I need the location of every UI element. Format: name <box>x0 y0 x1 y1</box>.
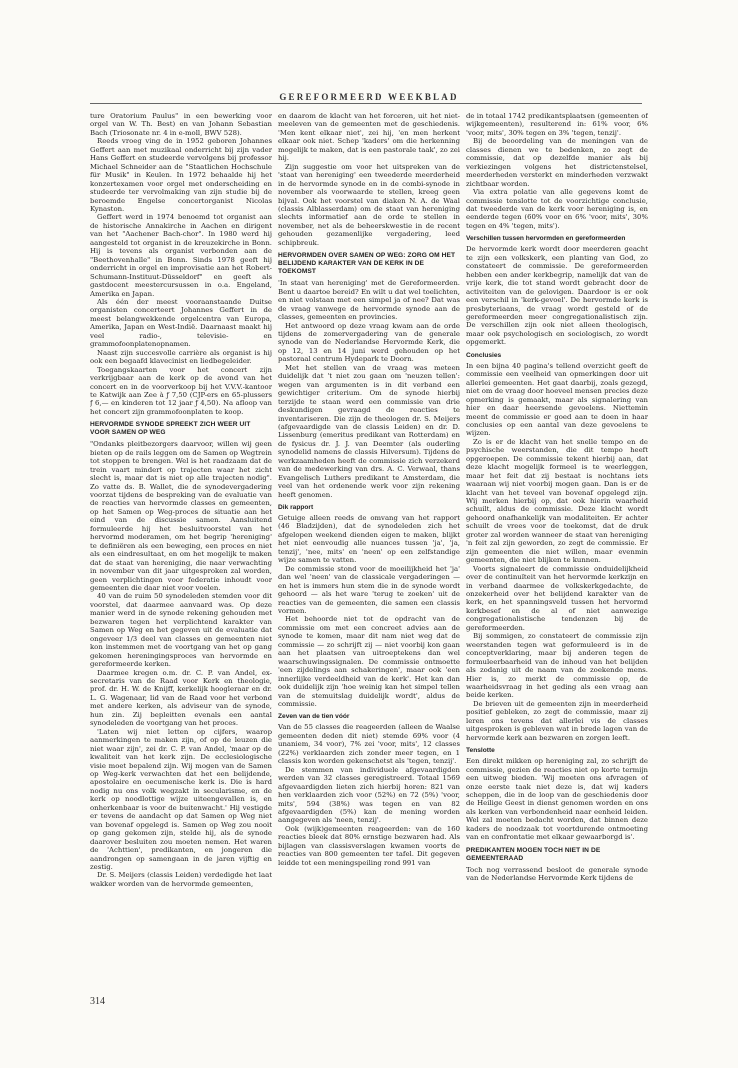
article-paragraph: 'In staat van hereniging' met de Gereformeerden. Bent u daartoe bereid? En wilt u dat wel toelichten, en niet volstaan met een simpel ja of nee? Dat was de vraag vanwege de hervormde synode aan de classes, gemeenten en provincies. <box>278 279 460 322</box>
article-paragraph: Ook (wijk)gemeenten reageerden: van de 160 reacties bleek dat 80% ernstige bezwaren had. Als bijlagen van classisverslagen kwamen voorts de reacties van 800 gemeenten ter tafel. Dit gegeven leidde tot een meningspeiling rond 991 van <box>278 824 460 867</box>
article-paragraph: Het behoorde niet tot de opdracht van de commissie om met een concreet advies aan de synode te komen, maar dit nam niet weg dat de commissie — zo schrijft zij — niet voorbij kon gaan aan het plaatsen van uitroeptekens dan wel waarschuwingssignalen. De commissie ontmoette 'een zijdelings aan schakeringen', maar ook 'een innerlijke verdeeldheid van de kerk'. Het kan dan ook duidelijk zijn 'hoe weinig kan het simpel tellen van de stemuitslag duidelijk wordt', aldus de commissie. <box>278 615 460 708</box>
article-paragraph: Bij de beoordeling van de meningen van de classes dienen we te bedenken, zo zegt de commissie, dat op dezelfde manier als bij verkiezingen volgens het districtenstelsel, meerderheden versterkt en minderheden verzwakt zichtbaar worden. <box>466 137 648 188</box>
column-1 <box>90 112 272 972</box>
article-paragraph: De commissie stond voor de moeilijkheid het 'ja' dan wel 'neen' van de classicale vergaderingen — en het is immers hun stem die in de synode wordt gehoord — als het ware 'terug te zoeken' uit de reacties van de gemeenten, die samen een classis vormen. <box>278 564 460 616</box>
article-paragraph: Als één der meest vooraanstaande Duitse organisten concerteert Johannes Geffert in de meest belangwekkende orgelcentra van Europa, Amerika, Japan en West-Indië. Daarnaast maakt hij veel radio-, televisie- en grammofoonplatenopnamen. <box>90 297 272 349</box>
article-paragraph: De hervormde kerk wordt door meerderen geacht te zijn een volkskerk, een planting van God, zo constateert de commissie. De gereformeerden hebben een ander kerkbegrip, namelijk dat van de vrije kerk, die tot stand wordt gebracht door de activiteiten van de gelovigen. Daardoor is er ook een verschil in 'kerk-gevoel'. De hervormde kerk is presbyteriaans, de vraag wordt gesteld of de gereformeerden meer congregationalistisch zijn. De verschillen zijn ook niet alleen theologisch, maar ook psychologisch en sociologisch, zo wordt opgemerkt. <box>466 245 648 347</box>
article-paragraph: Getuige alleen reeds de omvang van het rapport (46 Bladzijden), dat de synodeleden zich het afgelopen weekend dienden eigen te maken, blijkt het niet eenvoudig alle nuances tussen 'ja', 'ja, tenzij', 'nee, mits' en 'neen' op een zelfstandige wijze samen te vatten. <box>278 514 460 565</box>
section-subheading: Dik rapport <box>278 504 314 512</box>
article-paragraph: 'Laten wij niet letten op cijfers, waarop aanmerkingen te maken zijn, of op de leuzen die niet waar zijn', zei dr. C. P. van Andel, 'maar op de kwaliteit van het kerk zijn. De ecclesiologische visie moet bepalend zijn. Wij mogen van de Samen op Weg-kerk verwachten dat het een belijdende, apostolaire en oecumenische kerk is. Die is hard nodig nu ons volk wegzakt in secularisme, en de kerk op noodlottige wijze uiteengevallen is, en onherkenbaar is voor de buitenwacht.' Hij vestigde er tevens de aandacht op dat Samen op Weg niet van bovenaf opgelegd is. Samen op Weg zou nooit op gang gekomen zijn, stelde hij, als de synode daarover besluiten zou moeten nemen. Het waren de 'Achttien', predikanten, en jongeren die aandrongen op samengaan in de jaren vijftig en zestig. <box>90 727 272 871</box>
section-subheading: Tenslotte <box>466 747 495 755</box>
article-paragraph: 40 van de ruim 50 synodeleden stemden voor dit voorstel, dat daarmee aanvaard was. Op deze manier werd in de synode rekening gehouden met bezwaren tegen het verplichtend karakter van Samen op Weg en het gegeven uit de evaluatie dat ongeveer 1/3 deel van classes en gemeenten niet kon instemmen met de voortgang van het op gang gekomen hereningingsproces van hervormde en gereformeerde kerken. <box>90 592 272 669</box>
article-paragraph: Met het stellen van de vraag was meteen duidelijk dat 't niet zou gaan om 'neuzen tellen': wegen van argumenten is in dit verband een gewichtiger criterium. Om de synode hierbij terzijde te staan werd een commissie van drie deskundigen gevraagd de reacties te inventariseren. Die zijn de theologen dr. S. Meijers (afgevaardigde van de classis Leiden) en dr. D. Lissenburg (emeritus predikant van Rotterdam) en de fysicus dr. J. J. van Deemter (als ouderling synodelid namens de classis Hilversum). Tijdens de werkzaamheden heeft de commissie zich verzekerd van de medewerking van drs. A. C. Verwaal, thans Evangelisch Luthers predikant te Amsterdam, die veel van het ordenende werk voor zijn rekening heeft genomen. <box>278 363 460 499</box>
article-paragraph: In een bijna 40 pagina's tellend overzicht geeft de commissie een veelheid van opmerkingen door uit allerlei gemeenten. Het gaat daarbij, zoals gezegd, niet om de vraag door hoeveel mensen precies deze opmerking is gemaakt, maar als signalering van hier en daar heersende gevoelens. Niettemin meent de commissie er goed aan te doen in haar conclusies op een aantal van deze gevoelens te wijzen. <box>466 361 648 438</box>
column-2 <box>278 112 460 972</box>
article-paragraph: Een direkt mikken op hereniging zal, zo schrijft de commissie, gezien de reacties niet op korte termijn een uitweg bieden. 'Wij moeten ons afvragen of onze eerste taak niet deze is, dat wij kaders scheppen, die in de loop van de geschiedenis door de Heilige Geest in dienst genomen worden en ons als kerken van verbondenheid naar eenheid leiden. Wel zal moeten bedacht worden, dat binnen deze kaders de noodzaak tot voortdurende ontmoeting van en confrontatie met elkaar gewaarborgd is'. <box>466 757 648 842</box>
article-paragraph: De stemmen van individuele afgevaardigden werden van 32 classes geregistreerd. Totaal 1569 afgevaardigden lieten zich hierbij horen: 821 van hen verklaarden zich voor (52%) en 72 (5%) 'voor, mits', 594 (38%) was tegen en van 82 afgevaardigden (5%) kan de mening worden aangegeven als 'neen, tenzij'. <box>278 765 460 825</box>
header-rule <box>90 103 642 104</box>
section-subheading: Zeven van de tien vóór <box>278 713 350 721</box>
article-paragraph: Toegangskaarten voor het concert zijn verkrijgbaar aan de kerk op de avond van het concert en in de voorverkoop bij het V.V.V.-kantoor te Katwijk aan Zee à ƒ 7,50 (CJP-ers en 65-plussers ƒ 6,— en kinderen tot 12 jaar ƒ 4,50). Na afloop van het concert zijn grammofoonplaten te koop. <box>90 365 272 416</box>
article-paragraph: Van de 55 classes die reageerden (alleen de Waalse gemeenten deden dit niet) stemde 69% voor (4 unaniem, 34 voor), 7% zei 'voor, mits', 12 classes (22%) verklaarden zich zonder meer tegen, en 1 classis kon worden gekenschetst als 'tegen, tenzij'. <box>278 723 460 766</box>
article-paragraph: Daarmee kregen o.m. dr. C. P. van Andel, ex-secretaris van de Raad voor Kerk en theologie, prof. dr. H. W. de Knijff, kerkelijk hoogleraar en dr. L. G. Wagenaar, lid van de Raad voor het verbond met andere kerken, als adviseur van de synode, hun zin. Zij bepleitten evenals een aantal synodeleden de voortgang van het proces. <box>90 668 272 728</box>
article-paragraph: "Ondanks pleitbezorgers daarvoor, willen wij geen bieten op de rails leggen om de Samen op Wegtrein tot stoppen te brengen. Wel is het raadzaam dat de trein vaart mindert op trajecten waar het zicht slecht is, maar dat is niet op alle trajecten nodig". Zo vatte ds. B. Wallet, die de synodevergadering voorzat tijdens de bespreking van de evaluatie van de reacties van hervormde classes en gemeenten, op het Samen op Weg-proces de situatie aan het eind van de discussie samen. Aansluitend formuleerde hij het besluitvoorstel van het hervormd moderamen, om het begrip 'hereniging' te definiëren als een beweging, een proces en niet als een eindresultaat, en om het mogelijk te maken dat de staat van hereniging, die naar verwachting in november van dit jaar uitgesproken zal worden, geen verplichtingen voor federatie inhoudt voor gemeenten die daar niet voor voelen. <box>90 440 272 593</box>
article-paragraph: Geffert werd in 1974 benoemd tot organist aan de historische Annakirche in Aachen en dirigent van het "Aachener Bach-chor". In 1980 werd hij aangesteld tot organist in de kreuzekirche in Bonn. Hij is tevens als organist verbonden aan de "Beethovenhalle" in Bonn. Sinds 1978 geeft hij onderricht in orgel en improvisatie aan het Robert-Schumann-Instituut-Düsseldorf" en geeft als gastdocent meestercursussen in o.a. Engeland, Amerika en Japan. <box>90 213 272 298</box>
article-paragraph: De brieven uit de gemeenten zijn in meerderheid positief gebleken, zo zegt de commissie, maar zij leren ons tevens dat allerlei vis de classes uitgesproken is gebleven wat in brede lagen van de hervormde kerk aan bezwaren en zorgen leeft. <box>466 699 648 742</box>
article-paragraph: Bij sommigen, zo constateert de commissie zijn weerstanden tegen wat geformuleerd is in de conceptverklaring, maar bij anderen tegen de formuleerbaarheid van de inhoud van het belijden als zodanig uit de naam van de zoekende mens. Hier is, zo merkt de commissie op, de waarheidsvraag in het geding als een vraag aan beide kerken. <box>466 632 648 700</box>
article-paragraph: Dr. S. Meijers (classis Leiden) verdedigde het laat wakker worden van de hervormde gemeenten, <box>90 871 272 888</box>
page-number: 314 <box>90 996 105 1007</box>
article-paragraph: Het antwoord op deze vraag kwam aan de orde tijdens de zomervergadering van de generale synode van de Nederlandse Hervormde Kerk, die op 12, 13 en 14 juni werd gehouden op het pastoraal centrum Hydepark te Doorn. <box>278 321 460 364</box>
article-paragraph: de in totaal 1742 predikantsplaatsen (gemeenten of wijkgemeenten), resulterend in: 61% voor, 6% 'voor, mits', 30% tegen en 3% 'tegen, tenzij'. <box>466 112 648 137</box>
article-paragraph: Toch nog verrassend besloot de generale synode van de Nederlandse Hervormde Kerk tijdens de <box>466 865 648 883</box>
section-subheading: Conclusies <box>466 351 502 359</box>
section-subheading: Verschillen tussen hervormden en gereformeerden <box>466 235 626 243</box>
article-paragraph: Via extra polatie van alle gegevens komt de commissie tenslotte tot de voorzichtige conclusie, dat tweederde van de kerk voor hereniging is, en eenderde tegen (60% voor en 6% 'voor, mits', 30% tegen en 4% 'tegen, mits'). <box>466 188 648 230</box>
article-paragraph: Reeds vroeg ving de in 1952 geboren Johannes Geffert aan met muzikaal onderricht bij zijn vader Hans Geffert en studeerde vervolgens bij professor Michael Schneider aan de "Staatlichen Hochschule für Musik" in Keulen. In 1972 behaalde hij het konzertexamen voor orgel met onderscheiding en studeerde ter vervolmaking van zijn studie bij de beroemde Engelse concertorganist Nicolas Kynaston. <box>90 137 272 213</box>
article-headline: HERVORMDE SYNODE SPREEKT ZICH WEER UIT VOOR SAMEN OP WEG <box>90 421 251 437</box>
masthead-title: GEREFORMEERD WEEKBLAD <box>279 92 459 102</box>
article-paragraph: Zijn suggestie om voor het uitspreken van de 'staat van hereniging' een tweederde meerderheid in de hervormde synode en in de combi-synode in november als voorwaarde te stellen, kreeg geen bijval. Ook het voorstel van diaken N. A. de Waal (classis Alblasserdam) om de staat van hereniging slechts informatief aan de orde te stellen in november, net als de beheerskwestie in de recent gehouden gezamenlijke vergadering, leed schipbreuk. <box>278 162 460 247</box>
article-headline: PREDIKANTEN MOGEN TOCH NIET IN DE GEMEENTERAAD <box>466 846 601 862</box>
column-3 <box>466 112 648 972</box>
article-headline: HERVORMDEN OVER SAMEN OP WEG: ZORG OM HET BELIJDEND KARAKTER VAN DE KERK IN DE TOEKOMST <box>278 252 456 276</box>
article-paragraph: Naast zijn succesvolle carrière als organist is hij ook een begaafd klavecinist en liedbegeleider. <box>90 348 272 366</box>
article-paragraph: ture Oratorium Paulus" in een bewerking voor orgel van W. Th. Best) en van Johann Sebastian Bach (Triosonate nr. 4 in e-moll, BWV 528). <box>90 112 272 137</box>
article-paragraph: Zo is er de klacht van het snelle tempo en de psychische weerstanden, die dit tempo heeft opgeroepen. De commissie tekent hierbij aan, dat deze klacht mogelijk formeel is te weerleggen, maar het feit dat zij bestaat is nochtans iets waaraan wij niet voorbij mogen gaan. Dan is er de klacht van het teveel van bovenaf opgelegd zijn. Wij merken hierbij op, dat ook hierin waarheid schuilt, aldus de commissie. Deze klacht wordt gehoord onafhankelijk van modaliteiten. Er achter schuilt de vrees voor de toekomst, dat de druk groter zal worden wanneer de staat van hereniging 'n feit zal zijn geworden, zo zegt de commissie. Er zijn gemeenten die niet willen, maar evenmin gemeenten, die niet blijken te kunnen. <box>466 437 648 565</box>
article-paragraph: en daarom de klacht van het forceren, uit het niet-meeleven van de gemeenten met de geschiedenis. 'Men kent elkaar niet', zei hij, 'en men herkent elkaar ook niet. Schep 'kaders' om die herkenning mogelijk te maken, dat is een pastorale taak', zo zei hij. <box>278 112 460 163</box>
article-paragraph: Voorts signaleert de commissie onduidelijkheid over de continuïteit van het hervormde kerkzijn en in verband daarmee de volkskerkgedachte, de onzekerheid over het belijdend karakter van de kerk, en het spanningsveld tussen het hervormd kerkbesef en de al of niet aanwezige congregationalistische tendenzen bij de gereformeerden. <box>466 564 648 632</box>
